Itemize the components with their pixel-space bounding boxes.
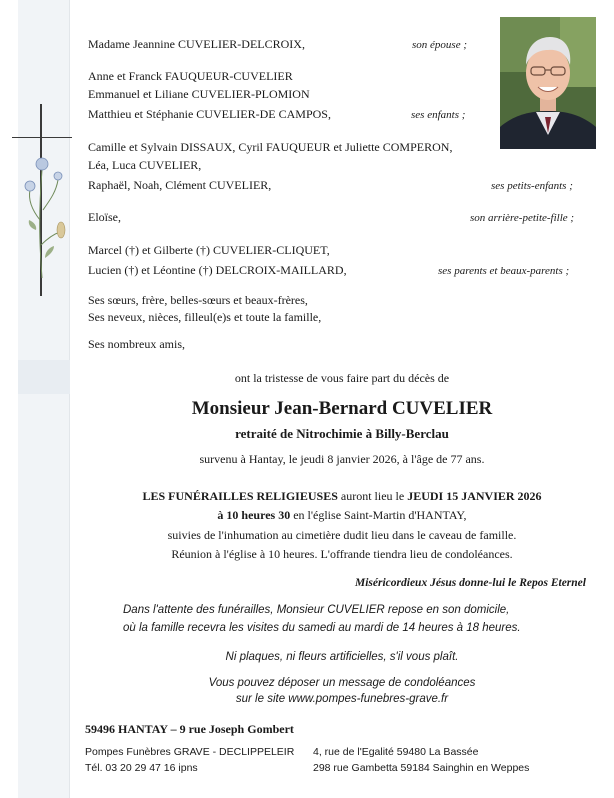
home-address: 59496 HANTAY – 9 rue Joseph Gombert [85,722,294,736]
prayer-line: Miséricordieux Jésus donne-lui le Repos Eternel [355,577,586,589]
funeral-home-name: Pompes Funèbres GRAVE - DECLIPPELEIR [85,746,295,758]
funeral-line-1 [70,489,614,503]
grandchild-line-1: Camille et Sylvain DISSAUX, Cyril FAUQUEUR et Juliette COMPERON, [88,140,453,154]
funeral-church: en l'église Saint-Martin d'HANTAY, [290,508,467,522]
branch-address-2: 298 rue Gambetta 59184 Sainghin en Weppes [313,762,530,774]
children-relation: ses enfants ; [411,109,466,121]
deceased-occupation: retraité de Nitrochimie à Billy-Berclau [235,426,449,441]
funeral-time: à 10 heures 30 [217,508,291,522]
parents-relation: ses parents et beaux-parents ; [438,265,570,277]
condolences-line-2: sur le site www.pompes-funebres-grave.fr [235,693,449,705]
funeral-line-2 [70,508,614,522]
extended-family-line-1: Ses sœurs, frère, belles-sœurs et beaux-frères, [88,293,308,307]
funeral-will-take-place: auront lieu le [337,489,408,503]
left-strip-fold [18,360,70,394]
deceased-name: Monsieur Jean-Bernard CUVELIER [191,398,493,419]
grandchild-line-3: Raphaël, Noah, Clément CUVELIER, [88,178,272,192]
child-line-2: Emmanuel et Liliane CUVELIER-PLOMION [88,87,310,101]
funeral-date: JEUDI 15 JANVIER 2026 [407,489,542,503]
funeral-title: LES FUNÉRAILLES RELIGIEUSES [142,489,338,503]
spouse-name: Madame Jeannine CUVELIER-DELCROIX, [88,37,305,51]
spouse-relation: son épouse ; [412,39,467,51]
rest-notice-line-1: Dans l'attente des funérailles, Monsieur CUVELIER repose en son domicile, [123,604,510,616]
great-grandchild-relation: son arrière-petite-fille ; [470,212,575,224]
friends-line: Ses nombreux amis, [88,337,185,351]
branch-address-1: 4, rue de l'Egalité 59480 La Bassée [313,746,479,758]
deceased-portrait-photo [500,17,596,149]
great-grandchild-name: Eloïse, [88,210,121,224]
extended-family-line-2: Ses neveux, nièces, filleul(e)s et toute la famille, [88,310,322,324]
death-details: survenu à Hantay, le jeudi 8 janvier 2026, à l'âge de 77 ans. [199,452,485,466]
gathering-details: Réunion à l'église à 10 heures. L'offrande tiendra lieu de condoléances. [171,547,513,561]
condolences-line-1: Vous pouvez déposer un message de condoléances [208,677,476,689]
announcement-intro: ont la tristesse de vous faire part du décès de [234,371,450,385]
funeral-home-phone: Tél. 03 20 29 47 16 ipns [85,762,198,774]
grandchild-line-2: Léa, Luca CUVELIER, [88,158,202,172]
child-line-1: Anne et Franck FAUQUEUR-CUVELIER [88,69,293,83]
flower-sprig-icon [20,150,70,280]
parents-line-2: Lucien (†) et Léontine (†) DELCROIX-MAILLARD, [88,263,347,277]
grandchildren-relation: ses petits-enfants ; [491,180,573,192]
rest-notice-line-2: où la famille recevra les visites du samedi au mardi de 14 heures à 18 heures. [123,622,521,634]
burial-details: suivies de l'inhumation au cimetière dudit lieu dans le caveau de famille. [167,528,517,542]
left-margin-strip [18,0,70,798]
parents-line-1: Marcel (†) et Gilberte (†) CUVELIER-CLIQUET, [88,243,330,257]
cross-horizontal-bar [12,137,72,138]
flowers-notice: Ni plaques, ni fleurs artificielles, s'il vous plaît. [225,651,459,663]
child-line-3: Matthieu et Stéphanie CUVELIER-DE CAMPOS, [88,107,331,121]
